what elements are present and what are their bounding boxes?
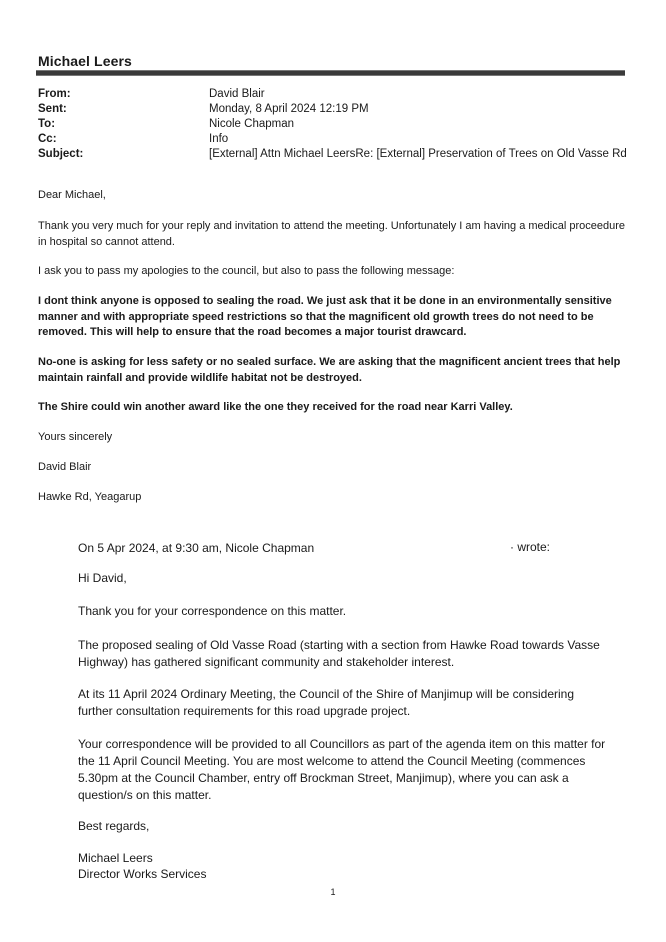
header-value: Info [209, 133, 229, 145]
page-number: 1 [330, 887, 336, 897]
quoted-paragraph: Your correspondence will be provided to all Councillors as part of the agenda item on this matter for the 11 April Council Meeting. You are most welcome to attend the Council Meeting (commences 5.30pm at the Council Chamber, entry off Brockman Street, Manjimup), where you can ask a question/s on this matter. [78, 737, 606, 802]
email-greeting: Dear Michael, [38, 189, 106, 201]
email-signoff: Yours sincerely [38, 431, 113, 443]
header-label: Cc: [38, 133, 57, 145]
quoted-paragraph: Thank you for your correspondence on this matter. [78, 604, 347, 618]
quoted-signature-name: Michael Leers [78, 851, 153, 865]
header-value: [External] Attn Michael LeersRe: [External] Preservation of Trees on Old Vasse Rd [209, 148, 627, 160]
email-paragraph-bold: I dont think anyone is opposed to sealing the road. We just ask that it be done in an environmentally sensitive manner and with appropriate speed restrictions so that the magnificent old growth trees do not need to be removed. This will help to ensure that the road becomes a major tourist drawcard. [38, 295, 612, 338]
sender-address: Hawke Rd, Yeagarup [38, 491, 142, 503]
quoted-paragraph: The proposed sealing of Old Vasse Road (starting with a section from Hawke Road towards Vasse Highway) has gathered significant community and stakeholder interest. [78, 638, 600, 669]
header-value: Nicole Chapman [209, 118, 295, 130]
header-rule [36, 70, 625, 76]
header-label: Sent: [38, 103, 67, 115]
email-paragraph: Thank you very much for your reply and invitation to attend the meeting. Unfortunately I am having a medical proceedure in hospital so cannot attend. [38, 220, 625, 248]
email-paragraph-bold: No-one is asking for less safety or no sealed surface. We are asking that the magnificent ancient trees that help maintain rainfall and provide wildlife habitat not be destroyed. [38, 356, 621, 384]
header-label: From: [38, 88, 71, 100]
mailbox-owner-name: Michael Leers [38, 53, 132, 69]
email-paragraph: I ask you to pass my apologies to the council, but also to pass the following message: [38, 265, 455, 277]
header-value: Monday, 8 April 2024 12:19 PM [209, 103, 369, 115]
header-value: David Blair [209, 88, 265, 100]
quoted-signature-title: Director Works Services [78, 867, 207, 881]
quoted-wrote-line: On 5 Apr 2024, at 9:30 am, Nicole Chapman [78, 541, 315, 555]
email-paragraph-bold: The Shire could win another award like the one they received for the road near Karri Valley. [38, 401, 513, 413]
quoted-wrote-suffix: · wrote: [510, 540, 551, 554]
quoted-greeting: Hi David, [78, 571, 127, 585]
quoted-closing: Best regards, [78, 819, 150, 833]
sender-name: David Blair [38, 461, 92, 473]
header-label: Subject: [38, 148, 84, 160]
quoted-paragraph: At its 11 April 2024 Ordinary Meeting, the Council of the Shire of Manjimup will be considering further consultation requirements for this road upgrade project. [78, 687, 575, 718]
header-label: To: [38, 118, 56, 130]
